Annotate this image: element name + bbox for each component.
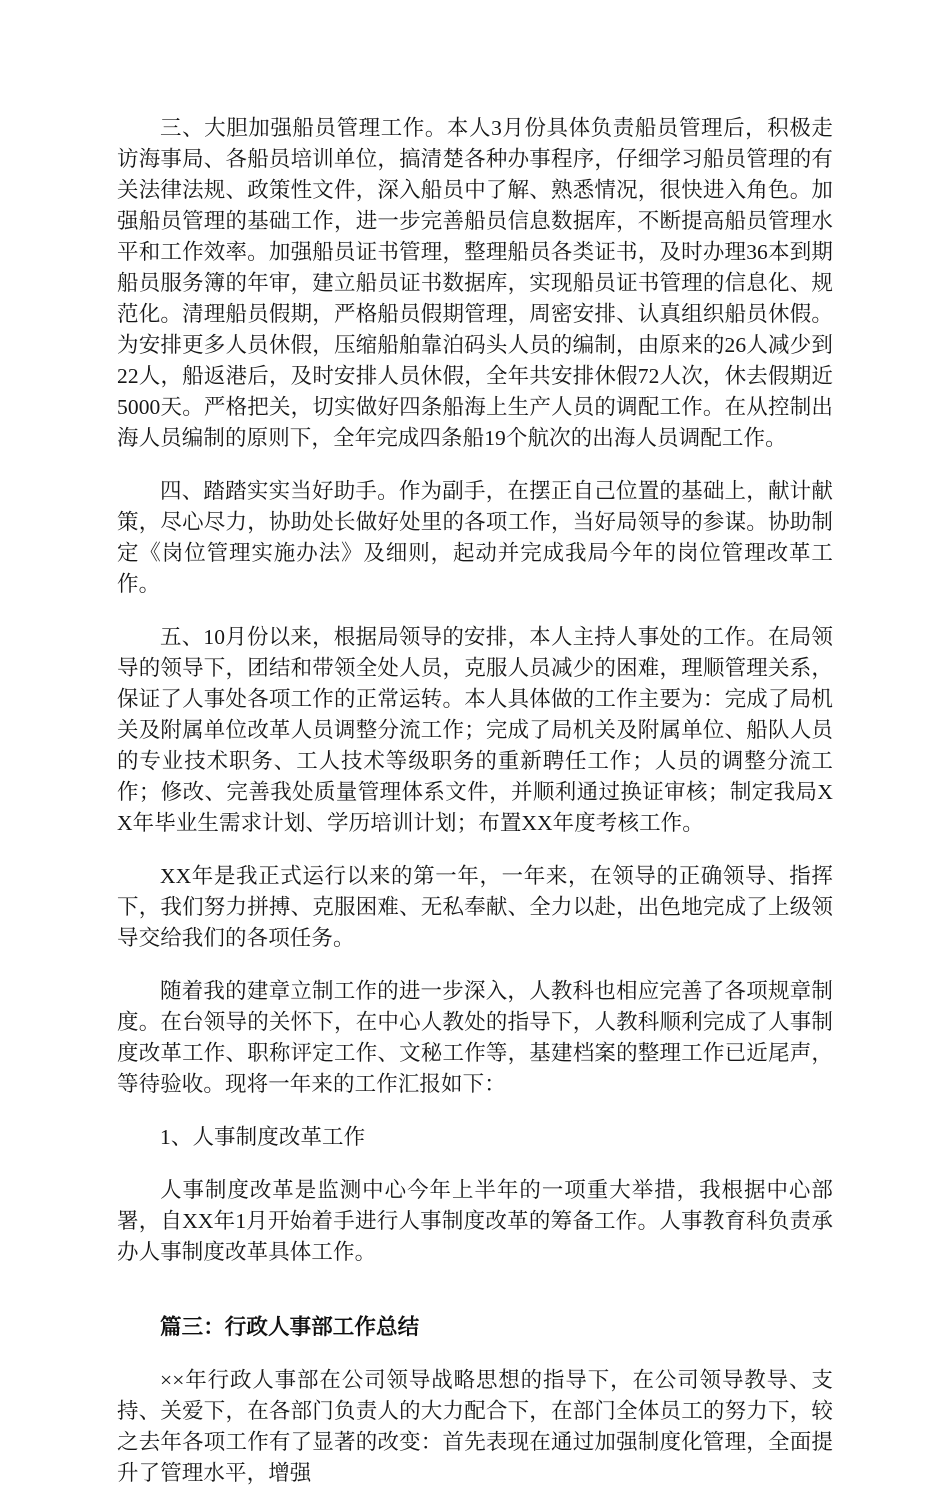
section-heading-part-three: 篇三：行政人事部工作总结 xyxy=(160,1315,420,1339)
paragraph-system-building: 随着我的建章立制工作的进一步深入，人教科也相应完善了各项规章制度。在台领导的关怀下，在中心人教处的指导下，人教科顺利完成了人事制度改革工作、职称评定工作、文秘工作等，基建档案的整理工作已近尾声，等待验收。现将一年来的工作汇报如下： xyxy=(117,979,833,1096)
paragraph-personnel-reform-detail: 人事制度改革是监测中心今年上半年的一项重大举措，我根据中心部署，自XX年1月开始着手进行人事制度改革的筹备工作。人事教育科负责承办人事制度改革具体工作。 xyxy=(117,1178,833,1264)
list-item-personnel-reform: 1、人事制度改革工作 xyxy=(160,1125,366,1149)
paragraph-section-five: 五、10月份以来，根据局领导的安排，本人主持人事处的工作。在局领导的领导下，团结和带领全处人员，克服人员减少的困难，理顺管理关系，保证了人事处各项工作的正常运转。本人具体做的工作主要为：完成了局机关及附属单位改革人员调整分流工作；完成了局机关及附属单位、船队人员的专业技术职务、工人技术等级职务的重新聘任工作；人员的调整分流工作；修改、完善我处质量管理体系文件，并顺利通过换证审核；制定我局XX年毕业生需求计划、学历培训计划；布置XX年度考核工作。 xyxy=(117,625,833,835)
paragraph-section-four: 四、踏踏实实当好助手。作为副手，在摆正自己位置的基础上，献计献策，尽心尽力，协助处长做好处里的各项工作，当好局领导的参谋。协助制定《岗位管理实施办法》及细则，起动并完成我局今年的岗位管理改革工作。 xyxy=(117,479,833,596)
paragraph-section-three: 三、大胆加强船员管理工作。本人3月份具体负责船员管理后，积极走访海事局、各船员培训单位，搞清楚各种办事程序，仔细学习船员管理的有关法律法规、政策性文件，深入船员中了解、熟悉情况，很快进入角色。加强船员管理的基础工作，进一步完善船员信息数据库，不断提高船员管理水平和工作效率。加强船员证书管理，整理船员各类证书，及时办理36本到期船员服务簿的年审，建立船员证书数据库，实现船员证书管理的信息化、规范化。清理船员假期，严格船员假期管理，周密安排、认真组织船员休假。为安排更多人员休假，压缩船舶靠泊码头人员的编制，由原来的26人减少到22人，船返港后，及时安排人员休假，全年共安排休假72人次，休去假期近5000天。严格把关，切实做好四条船海上生产人员的调配工作。在从控制出海人员编制的原则下，全年完成四条船19个航次的出海人员调配工作。 xyxy=(117,116,833,450)
paragraph-first-year-summary: XX年是我正式运行以来的第一年，一年来，在领导的正确领导、指挥下，我们努力拼搏、克服困难、无私奉献、全力以赴，出色地完成了上级领导交给我们的各项任务。 xyxy=(117,864,833,950)
document-text-column xyxy=(117,113,833,1489)
paragraph-admin-hr-department: ××年行政人事部在公司领导战略思想的指导下，在公司领导教导、支持、关爱下，在各部门负责人的大力配合下，在部门全体员工的努力下，较之去年各项工作有了显著的改变：首先表现在通过加强制度化管理，全面提升了管理水平，增强 xyxy=(117,1368,833,1485)
